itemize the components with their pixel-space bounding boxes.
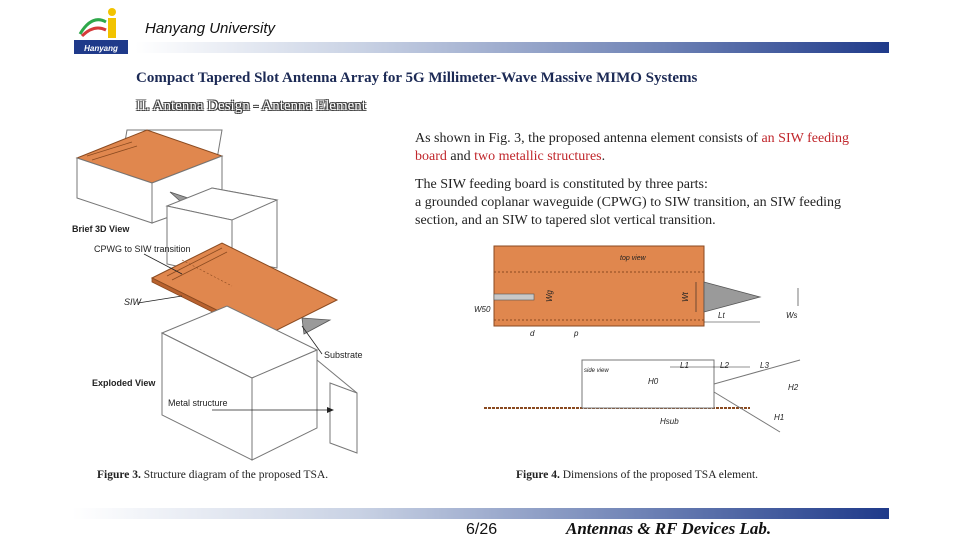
label-substrate: Substrate <box>324 350 363 360</box>
university-name: Hanyang University <box>145 20 276 37</box>
label-d: d <box>530 329 535 338</box>
label-h0: H0 <box>648 377 659 386</box>
label-hsub: Hsub <box>660 417 679 426</box>
label-siw: SIW <box>124 297 141 307</box>
label-exploded-view: Exploded View <box>92 378 156 388</box>
university-logo <box>72 6 130 56</box>
figure-4-caption <box>516 469 758 481</box>
label-h2: H2 <box>788 383 799 392</box>
label-p: p <box>574 329 579 338</box>
footer-bar <box>72 508 889 519</box>
para2-line-1: The SIW feeding board is constituted by three parts: <box>415 177 708 192</box>
section-heading: II. Antenna Design - Antenna Element <box>136 98 366 114</box>
label-h1: H1 <box>774 413 785 422</box>
header-bar <box>135 42 889 53</box>
figure-4-dimensions-diagram <box>470 242 810 434</box>
para1-highlight-siw-board: an SIW feeding board <box>415 131 850 164</box>
label-metal-structure: Metal structure <box>168 398 228 408</box>
label-side-view: side view <box>584 368 609 374</box>
page-number: 6/26 <box>466 521 498 538</box>
para1-highlight-metal: two metallic structures <box>474 149 602 164</box>
para1-text-2: and <box>446 149 475 164</box>
label-w50: W50 <box>474 305 491 314</box>
para1-text-3: . <box>601 149 606 164</box>
description-paragraph-2 <box>415 176 875 230</box>
label-wt: Wt <box>681 292 690 302</box>
figure-4-caption-text: Dimensions of the proposed TSA element. <box>559 469 759 481</box>
figure-3-caption-number: Figure 3. <box>97 469 141 481</box>
lab-name: Antennas & RF Devices Lab. <box>566 519 772 538</box>
logo-text: Hanyang <box>84 44 118 53</box>
label-l1: L1 <box>680 361 689 370</box>
figure-3-caption-text: Structure diagram of the proposed TSA. <box>140 469 329 481</box>
label-brief-3d-view: Brief 3D View <box>72 224 130 234</box>
figure-3-caption <box>97 469 328 481</box>
slide-title: Compact Tapered Slot Antenna Array for 5G Millimeter-Wave Massive MIMO Systems <box>136 70 698 86</box>
figure-3-structure-diagram <box>72 128 402 463</box>
label-l2: L2 <box>720 361 729 370</box>
label-ws: Ws <box>786 311 798 320</box>
figure-4-caption-number: Figure 4. <box>516 469 560 481</box>
label-lt: Lt <box>718 311 725 320</box>
para1-text-1: As shown in Fig. 3, the proposed antenna element consists of <box>415 131 762 146</box>
label-l3: L3 <box>760 361 769 370</box>
label-wg: Wg <box>545 290 554 302</box>
label-cpwg-to-siw: CPWG to SIW transition <box>94 244 191 254</box>
description-paragraph-1 <box>415 130 875 166</box>
label-top-view: top view <box>620 255 646 262</box>
para2-line-2: a grounded coplanar waveguide (CPWG) to SIW transition, an SIW feeding section, and an SIW to tapered slot vertical transition. <box>415 195 841 228</box>
